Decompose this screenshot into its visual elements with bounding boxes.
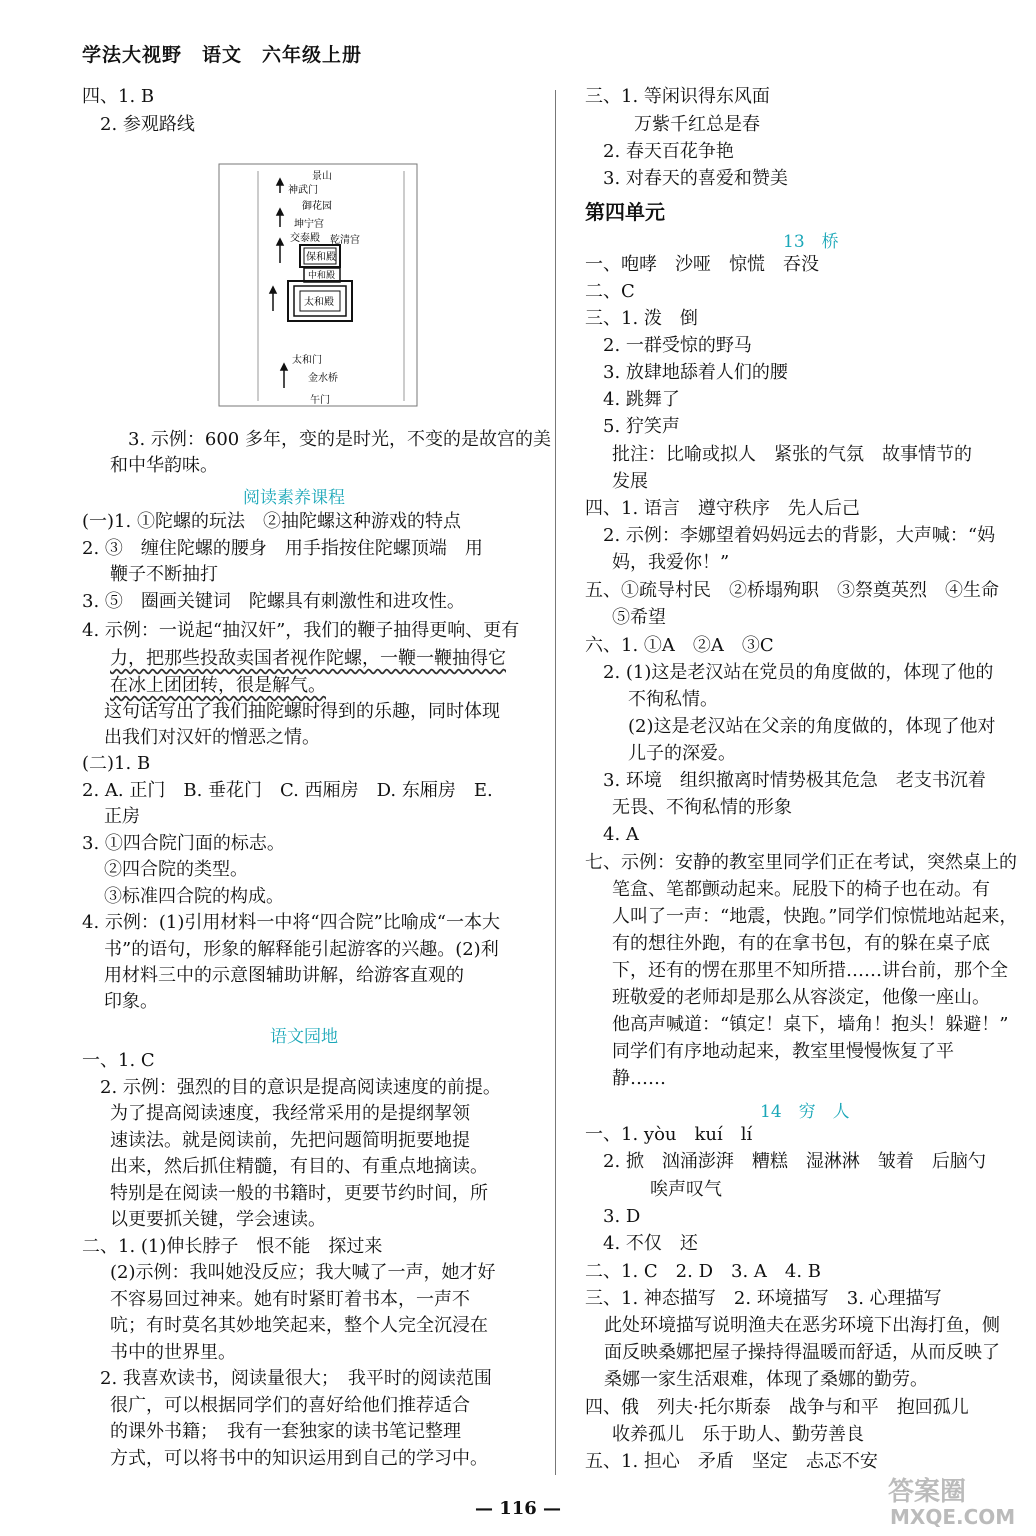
answer-line: 有的想往外跑，有的在拿书包，有的躲在桌子底 xyxy=(612,933,990,954)
label-jinshuiqiao: 金水桥 xyxy=(308,373,338,384)
answer-line: 以更要抓关键，学会速读。 xyxy=(110,1209,326,1230)
label-shenwumen: 神武门 xyxy=(288,185,318,196)
answer-line: 3. 放肆地舔着人们的腰 xyxy=(585,362,788,383)
label-wumen: 午门 xyxy=(310,395,330,406)
answer-line: 下，还有的愣在那里不知所措……讲台前，那个全 xyxy=(612,960,1008,981)
answer-line: 儿子的深爱。 xyxy=(628,743,736,764)
answer-line: 笔盒、笔都颤动起来。屁股下的椅子也在动。有 xyxy=(612,879,990,900)
answer-line: 一、1. yòu kuí lí xyxy=(585,1124,753,1145)
answer-line: 五、①疏导村民 ②桥塌殉职 ③祭奠英烈 ④生命 xyxy=(585,580,999,601)
answer-line: 的课外书籍； 我有一套独家的读书笔记整理 xyxy=(110,1421,461,1442)
answer-line: 书”的语句，形象的解释能引起游客的兴趣。(2)利 xyxy=(104,939,499,960)
answer-line: 五、1. 担心 矛盾 坚定 忐忑不安 xyxy=(585,1451,878,1472)
answer-line: ③标准四合院的构成。 xyxy=(104,886,284,907)
answer-line: 三、1. 等闲识得东风面 xyxy=(585,86,770,107)
answer-line: 4. A xyxy=(585,824,639,845)
answer-line: 很广，可以根据同学们的喜好给他们推荐适合 xyxy=(110,1395,470,1416)
answer-line: 速读法。就是阅读前，先把问题简明扼要地提 xyxy=(110,1130,470,1151)
answer-line: 3. ①四合院门面的标志。 xyxy=(82,833,285,854)
answer-line: 三、1. 泼 倒 xyxy=(585,308,698,329)
label-yuhuayuan: 御花园 xyxy=(302,201,332,212)
watermark-line2: MXQE.COM xyxy=(890,1505,1016,1529)
answer-line: 出我们对汉奸的憎恶之情。 xyxy=(104,727,320,748)
label-kunninggong: 坤宁宫 xyxy=(294,219,324,230)
answer-line: 面反映桑娜把屋子操持得温暖而舒适，从而反映了 xyxy=(604,1342,1000,1363)
label-qianqinggong: 乾清宫 xyxy=(330,235,360,246)
answer-line: 不容易回过神来。她有时紧盯着书本，一声不 xyxy=(110,1289,470,1310)
answer-line: 妈，我爱你！” xyxy=(612,552,730,573)
answer-line: 4. 不仅 还 xyxy=(585,1233,698,1254)
answer-line: 2. 掀 汹涌澎湃 糟糕 湿淋淋 皱着 后脑勺 xyxy=(585,1151,986,1172)
answer-line: 批注：比喻或拟人 紧张的气氛 故事情节的 xyxy=(612,444,972,465)
answer-line: 此处环境描写说明渔夫在恶劣环境下出海打鱼，侧 xyxy=(604,1315,1000,1336)
answer-line: 这句话写出了我们抽陀螺时得到的乐趣，同时体现 xyxy=(104,701,500,722)
answer-line: 2. 我喜欢读书，阅读量很大； 我平时的阅读范围 xyxy=(82,1368,492,1389)
label-taihemen: 太和门 xyxy=(292,355,322,366)
answer-line: 2. A. 正门 B. 垂花门 C. 西厢房 D. 东厢房 E. xyxy=(82,780,493,801)
answer-line: 六、1. ①A ②A ③C xyxy=(585,635,774,656)
answer-line: 书中的世界里。 xyxy=(110,1342,236,1363)
answer-line: ②四合院的类型。 xyxy=(104,859,248,880)
answer-line: 特别是在阅读一般的书籍时，更要节约时间，所 xyxy=(110,1183,488,1204)
label-taihedian: 太和殿 xyxy=(304,297,334,308)
answer-line: 人叫了一声：“地震，快跑。”同学们惊慌地站起来， xyxy=(612,906,1018,927)
answer-line: 七、示例：安静的教室里同学们正在考试，突然桌上的 xyxy=(585,852,1017,873)
answer-line: 正房 xyxy=(104,806,140,827)
answer-line: 3. D xyxy=(585,1206,641,1227)
answer-line: 在冰上团团转，很是解气。 xyxy=(110,675,326,696)
answer-line: 万紫千红总是春 xyxy=(634,114,760,135)
watermark-logo xyxy=(880,1470,1030,1530)
answer-line: 二、1. C 2. D 3. A 4. B xyxy=(585,1261,822,1282)
answer-line: 2. ③ 缠住陀螺的腰身 用手指按住陀螺顶端 用 xyxy=(82,538,483,559)
answer-line: 3. ⑤ 圈画关键词 陀螺具有刺激性和进攻性。 xyxy=(82,591,465,612)
answer-line: 一、咆哮 沙哑 惊慌 吞没 xyxy=(585,254,819,275)
answer-line: 2. 一群受惊的野马 xyxy=(585,335,752,356)
answer-line: 班敬爱的老师却是那么从容淡定，他像一座山。 xyxy=(612,987,990,1008)
answer-line: 力，把那些投敌卖国者视作陀螺，一鞭一鞭抽得它 xyxy=(110,648,506,669)
answer-line: 同学们有序地动起来，教室里慢慢恢复了平 xyxy=(612,1041,954,1062)
answer-line: 收养孤儿 乐于助人、勤劳善良 xyxy=(612,1424,864,1445)
book-header: 学法大视野 语文 六年级上册 xyxy=(82,44,363,66)
answer-line: 桑娜一家生活艰难，体现了桑娜的勤劳。 xyxy=(604,1369,928,1390)
lesson-title: 14 穷 人 xyxy=(760,1102,850,1122)
section-title: 阅读素养课程 xyxy=(243,488,345,508)
answer-line: 2. 春天百花争艳 xyxy=(585,141,734,162)
answer-line: 唉声叹气 xyxy=(650,1179,722,1200)
label-baohedian: 保和殿 xyxy=(306,252,336,263)
answer-line: 2. 示例：李娜望着妈妈远去的背影，大声喊：“妈 xyxy=(585,525,996,546)
answer-line: 和中华韵味。 xyxy=(110,455,218,476)
answer-line: 4. 示例：一说起“抽汉奸”，我们的鞭子抽得更响、更有 xyxy=(82,620,520,641)
answer-line: (二)1. B xyxy=(82,753,151,774)
answer-line: 发展 xyxy=(612,471,648,492)
label-jiaotaidian: 交泰殿 xyxy=(290,233,320,244)
answer-line: 吭；有时莫名其妙地笑起来，整个人完全沉浸在 xyxy=(110,1315,488,1336)
column-divider xyxy=(555,90,556,1475)
label-zhonghedian: 中和殿 xyxy=(308,271,336,281)
answer-line: 一、1. C xyxy=(82,1050,155,1071)
watermark-line1: 答案圈 xyxy=(888,1477,967,1507)
answer-line: 无畏、不徇私情的形象 xyxy=(612,797,792,818)
answer-line: 四、俄 列夫·托尔斯泰 战争与和平 抱回孤儿 xyxy=(585,1397,969,1418)
answer-line: 二、C xyxy=(585,281,635,302)
answer-line: 2. 参观路线 xyxy=(82,114,195,135)
section-title: 语文园地 xyxy=(270,1027,338,1047)
answer-line: 四、1. B xyxy=(82,86,155,107)
answer-line: (2)这是老汉站在父亲的角度做的，体现了他对 xyxy=(628,716,996,737)
answer-line: 3. 对春天的喜爱和赞美 xyxy=(585,168,788,189)
lesson-title: 13 桥 xyxy=(783,232,839,252)
answer-line: 4. 示例：(1)引用材料一中将“四合院”比喻成“一本大 xyxy=(82,912,500,933)
answer-line: (2)示例：我叫她没反应；我大喊了一声，她才好 xyxy=(110,1262,496,1283)
answer-line: 出来，然后抓住精髓，有目的、有重点地摘读。 xyxy=(110,1156,488,1177)
answer-line: 用材料三中的示意图辅助讲解，给游客直观的 xyxy=(104,965,464,986)
answer-line: 2. 示例：强烈的目的意识是提高阅读速度的前提。 xyxy=(82,1077,501,1098)
answer-line: 三、1. 神态描写 2. 环境描写 3. 心理描写 xyxy=(585,1288,942,1309)
answer-line: 方式，可以将书中的知识运用到自己的学习中。 xyxy=(110,1448,488,1469)
answer-line: 3. 示例：600 多年，变的是时光，不变的是故宫的美 xyxy=(110,429,551,450)
answer-line: 四、1. 语言 遵守秩序 先人后己 xyxy=(585,498,860,519)
answer-line: 2. (1)这是老汉站在党员的角度做的，体现了他的 xyxy=(585,662,994,683)
answer-line: 他高声喊道：“镇定！桌下，墙角！抱头！躲避！” xyxy=(612,1014,1009,1035)
answer-line: 鞭子不断抽打 xyxy=(110,564,218,585)
answer-line: 3. 环境 组织撤离时情势极其危急 老支书沉着 xyxy=(585,770,986,791)
answer-line: 静…… xyxy=(612,1068,666,1089)
answer-line: 4. 跳舞了 xyxy=(585,389,680,410)
answer-line: 为了提高阅读速度，我经常采用的是提纲挈领 xyxy=(110,1103,470,1124)
answer-line: ⑤希望 xyxy=(612,607,666,628)
answer-line: (一)1. ①陀螺的玩法 ②抽陀螺这种游戏的特点 xyxy=(82,511,461,532)
answer-line: 5. 狞笑声 xyxy=(585,416,680,437)
unit-title: 第四单元 xyxy=(585,200,665,224)
answer-line: 二、1. (1)伸长脖子 恨不能 探过来 xyxy=(82,1236,383,1257)
label-jingshan: 景山 xyxy=(312,171,332,182)
route-diagram xyxy=(218,163,418,407)
page-number: — 116 — xyxy=(474,1498,562,1519)
answer-line: 不徇私情。 xyxy=(628,689,718,710)
answer-line: 印象。 xyxy=(104,991,158,1012)
